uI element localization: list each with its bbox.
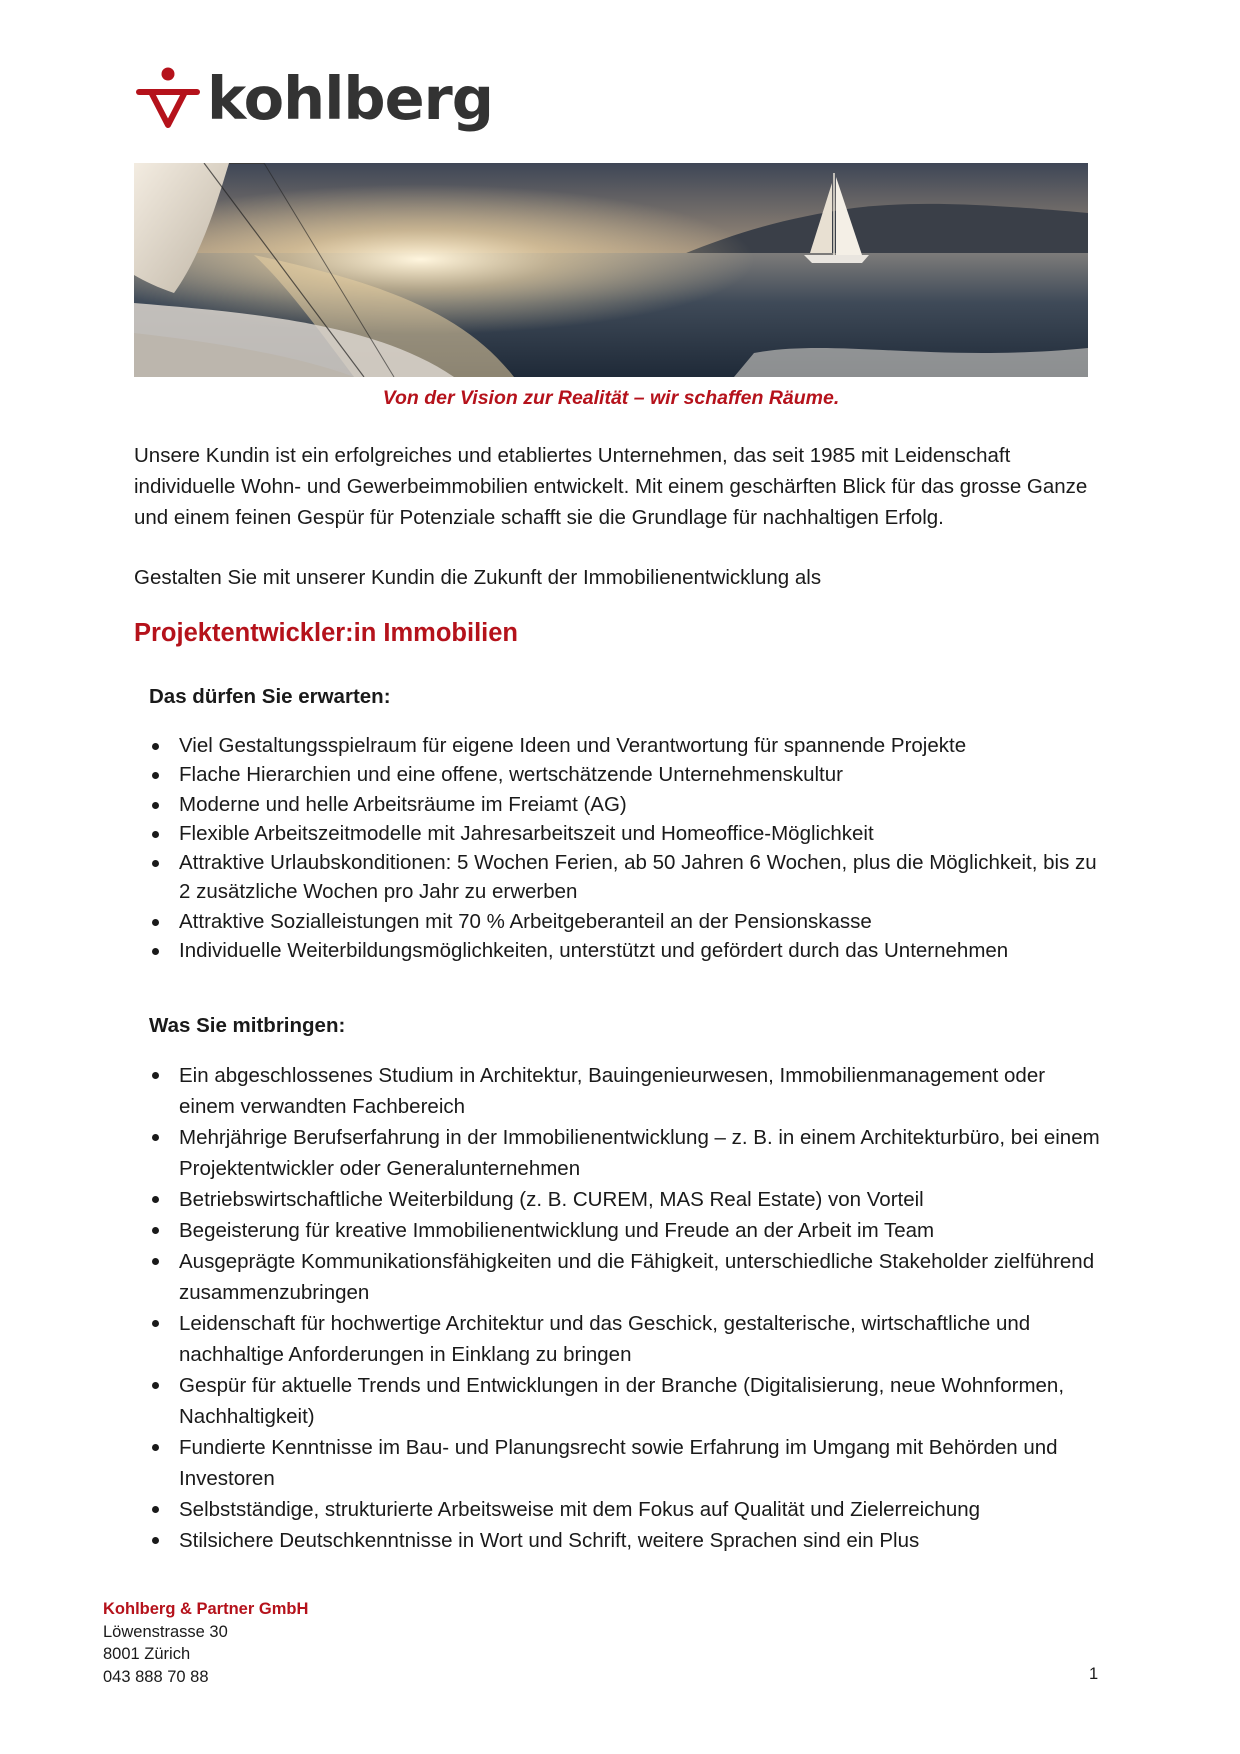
list-item: Individuelle Weiterbildungsmöglichkeiten, unterstützt und gefördert durch das Unternehmen	[150, 936, 1100, 965]
list-item: Selbstständige, strukturierte Arbeitsweise mit dem Fokus auf Qualität und Zielerreichung	[150, 1494, 1100, 1525]
offer-list	[150, 731, 1100, 965]
list-item: Fundierte Kenntnisse im Bau- und Planungsrecht sowie Erfahrung im Umgang mit Behörden und Investoren	[150, 1432, 1100, 1494]
list-item: Viel Gestaltungsspielraum für eigene Ideen und Verantwortung für spannende Projekte	[150, 731, 1100, 760]
hero-image	[134, 163, 1088, 377]
list-item: Attraktive Urlaubskonditionen: 5 Wochen Ferien, ab 50 Jahren 6 Wochen, plus die Möglichkeit, bis zu 2 zusätzliche Wochen pro Jahr zu erwerben	[150, 848, 1100, 907]
logo-wordmark: kohlberg	[207, 63, 493, 133]
requirements-list	[150, 1060, 1100, 1556]
footer-company: Kohlberg & Partner GmbH	[103, 1600, 309, 1618]
list-item: Ein abgeschlossenes Studium in Architektur, Bauingenieurwesen, Immobilienmanagement oder einem verwandten Fachbereich	[150, 1060, 1100, 1122]
list-item: Begeisterung für kreative Immobilienentwicklung und Freude an der Arbeit im Team	[150, 1215, 1100, 1246]
lead-sentence: Gestalten Sie mit unserer Kundin die Zukunft der Immobilienentwicklung als	[134, 566, 822, 589]
list-item: Gespür für aktuelle Trends und Entwicklungen in der Branche (Digitalisierung, neue Wohnformen, Nachhaltigkeit)	[150, 1370, 1100, 1432]
intro-paragraph: Unsere Kundin ist ein erfolgreiches und etabliertes Unternehmen, das seit 1985 mit Leidenschaft individuelle Wohn- und Gewerbeimmobilien entwickelt. Mit einem geschärften Blick für das grosse Ganze und einem feinen Gespür für Potenziale schafft sie die Grundlage für nachhaltigen Erfolg.	[134, 444, 1088, 529]
list-item: Leidenschaft für hochwertige Architektur und das Geschick, gestalterische, wirtschaftliche und nachhaltige Anforderungen in Einklang zu bringen	[150, 1308, 1100, 1370]
list-item: Ausgeprägte Kommunikationsfähigkeiten und die Fähigkeit, unterschiedliche Stakeholder zielführend zusammenzubringen	[150, 1246, 1100, 1308]
tagline: Von der Vision zur Realität – wir schaffen Räume.	[382, 387, 840, 409]
list-item: Stilsichere Deutschkenntnisse in Wort und Schrift, weitere Sprachen sind ein Plus	[150, 1525, 1100, 1556]
footer-city: 8001 Zürich	[103, 1645, 191, 1663]
offer-heading: Das dürfen Sie erwarten:	[149, 685, 391, 708]
kohlberg-logo-icon	[133, 63, 203, 133]
list-item: Attraktive Sozialleistungen mit 70 % Arbeitgeberanteil an der Pensionskasse	[150, 907, 1100, 936]
page-number: 1	[1089, 1665, 1099, 1683]
list-item: Flache Hierarchien und eine offene, wertschätzende Unternehmenskultur	[150, 760, 1100, 789]
footer-street: Löwenstrasse 30	[103, 1622, 228, 1641]
list-item: Betriebswirtschaftliche Weiterbildung (z. B. CUREM, MAS Real Estate) von Vorteil	[150, 1184, 1100, 1215]
list-item: Moderne und helle Arbeitsräume im Freiamt (AG)	[150, 790, 1100, 819]
job-title: Projektentwickler:in Immobilien	[134, 619, 519, 647]
list-item: Mehrjährige Berufserfahrung in der Immobilienentwicklung – z. B. in einem Architekturbüro, bei einem Projektentwickler oder Generalunternehmen	[150, 1122, 1100, 1184]
requirements-heading: Was Sie mitbringen:	[149, 1014, 346, 1037]
footer-address	[103, 1598, 308, 1688]
footer-phone: 043 888 70 88	[103, 1667, 209, 1686]
company-logo	[133, 58, 493, 138]
list-item: Flexible Arbeitszeitmodelle mit Jahresarbeitszeit und Homeoffice-Möglichkeit	[150, 819, 1100, 848]
